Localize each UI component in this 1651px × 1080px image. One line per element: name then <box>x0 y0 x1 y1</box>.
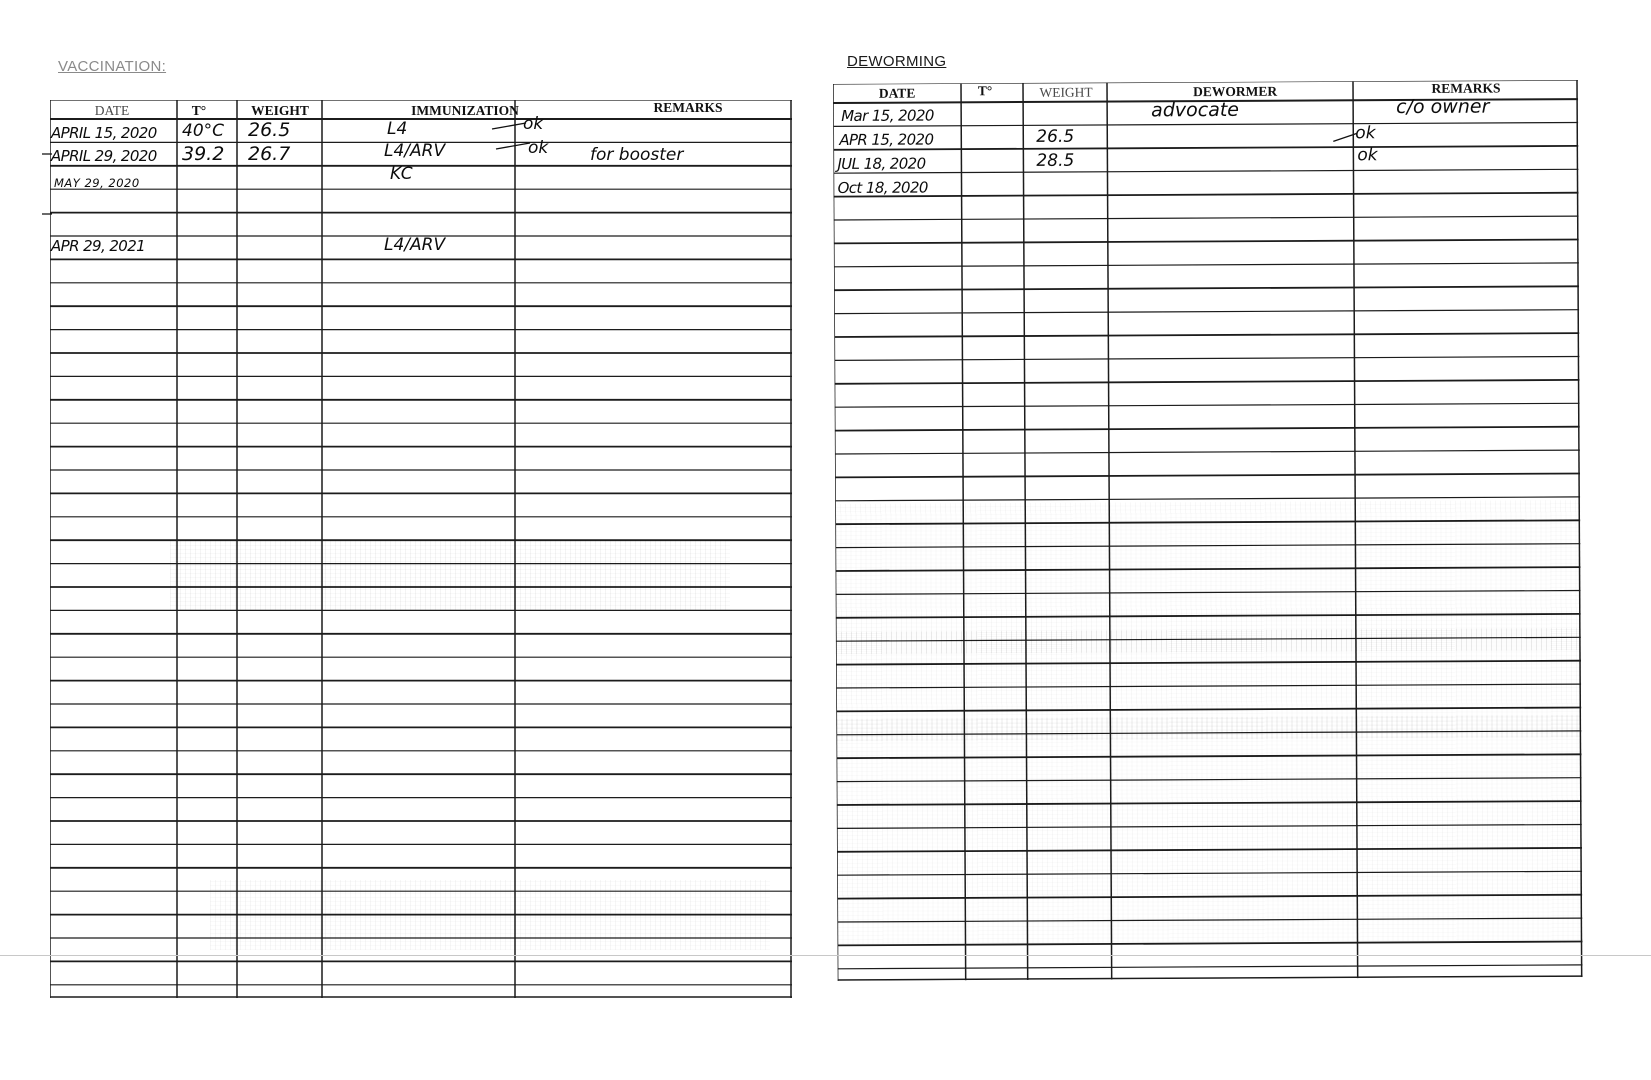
grid-line <box>837 754 1582 758</box>
grid-line <box>837 824 1582 828</box>
grid-line <box>835 544 1580 548</box>
grid-line <box>837 778 1582 782</box>
vacc-row3-immunization: KC <box>390 164 413 184</box>
vacc-remark-strokes <box>490 115 550 165</box>
vacc-header-temp: T° <box>191 103 207 118</box>
grid-line <box>836 614 1581 618</box>
grid-line <box>833 146 1578 150</box>
dew-row1-date: Mar 15, 2020 <box>841 106 934 125</box>
grid-line <box>838 965 1583 969</box>
grid-line <box>835 497 1580 501</box>
grid-line <box>1023 83 1028 980</box>
grid-line <box>1577 80 1582 977</box>
grid-line <box>836 590 1581 594</box>
vacc-header-date: DATE <box>94 103 130 118</box>
dew-row4-date: Oct 18, 2020 <box>837 178 928 197</box>
dew-row3-remarks: ok <box>1357 145 1378 166</box>
dew-header-temp: T° <box>977 83 993 99</box>
vaccination-table <box>50 100 792 998</box>
vacc-date-dashes <box>42 130 56 260</box>
vacc-row1-weight: 26.5 <box>248 119 291 141</box>
vacc-row2-immunization: L4/ARV <box>384 141 446 161</box>
grid-line <box>834 286 1579 290</box>
dew-row2-remarks: ok <box>1355 123 1376 144</box>
dew-row3-date: JUL 18, 2020 <box>837 154 926 173</box>
vacc-row2-booster-note: for booster <box>590 145 684 165</box>
scan-artifact-line <box>0 955 1651 956</box>
grid-line <box>836 707 1581 711</box>
deworming-table <box>833 80 1583 981</box>
vacc-header-weight: WEIGHT <box>251 103 309 118</box>
vacc-header-remarks: REMARKS <box>653 100 723 115</box>
grid-line <box>833 169 1578 173</box>
vaccination-title: VACCINATION: <box>58 58 167 75</box>
grid-line <box>837 895 1582 899</box>
dew-header-remarks: REMARKS <box>1431 80 1501 96</box>
vacc-row2-date: APRIL 29, 2020 <box>51 147 157 165</box>
grid-line <box>838 941 1583 945</box>
grid-line <box>834 333 1579 337</box>
deworming-grid <box>833 80 1583 981</box>
grid-line <box>835 380 1580 384</box>
grid-line <box>836 684 1581 688</box>
vacc-row3-date: MAY 29, 2020 <box>54 176 140 190</box>
grid-line <box>833 122 1578 126</box>
grid-line <box>837 918 1582 922</box>
vacc-row5-immunization: L4/ARV <box>384 235 446 255</box>
dew-row1-dewormer: advocate <box>1151 98 1240 122</box>
dew-row1-remarks: c/o owner <box>1396 95 1490 119</box>
grid-line <box>835 520 1580 524</box>
grid-line <box>836 731 1581 735</box>
dew-row2-weight: 26.5 <box>1036 126 1075 147</box>
grid-line <box>834 356 1579 360</box>
grid-line <box>838 976 1583 980</box>
vacc-row1-date: APRIL 15, 2020 <box>51 124 157 142</box>
grid-line <box>833 84 838 981</box>
vacc-row5-date: APR 29, 2021 <box>51 237 146 255</box>
grid-line <box>835 473 1580 477</box>
vacc-row1-temp: 40°C <box>182 121 225 141</box>
grid-line <box>836 637 1581 641</box>
grid-line <box>834 216 1579 220</box>
deworming-title: DEWORMING <box>847 53 947 70</box>
vacc-row2-temp: 39.2 <box>182 143 225 165</box>
dew-row2-date: APR 15, 2020 <box>839 130 934 149</box>
grid-line <box>961 83 966 980</box>
dew-header-dewormer: DEWORMER <box>1193 83 1278 100</box>
grid-line <box>1107 83 1112 980</box>
grid-line <box>836 567 1581 571</box>
grid-line <box>837 871 1582 875</box>
grid-line <box>834 310 1579 314</box>
dew-row3-weight: 28.5 <box>1036 150 1075 171</box>
dew-remark-strokes <box>1331 129 1361 169</box>
grid-line <box>835 427 1580 431</box>
vacc-row2-remarks: ok <box>528 138 549 158</box>
grid-line <box>836 661 1581 665</box>
vacc-row2-weight: 26.7 <box>248 143 291 165</box>
dew-header-date: DATE <box>878 85 916 101</box>
dew-header-weight: WEIGHT <box>1039 84 1093 100</box>
grid-line <box>834 239 1579 243</box>
grid-line <box>835 450 1580 454</box>
grid-line <box>837 848 1582 852</box>
vacc-row1-immunization: L4 <box>387 119 408 139</box>
grid-line <box>834 263 1579 267</box>
vacc-header-immunization: IMMUNIZATION <box>411 103 519 118</box>
grid-line <box>834 193 1579 197</box>
grid-line <box>835 403 1580 407</box>
grid-line <box>1353 81 1358 978</box>
vacc-row1-remarks: ok <box>523 114 544 134</box>
grid-line <box>837 801 1582 805</box>
